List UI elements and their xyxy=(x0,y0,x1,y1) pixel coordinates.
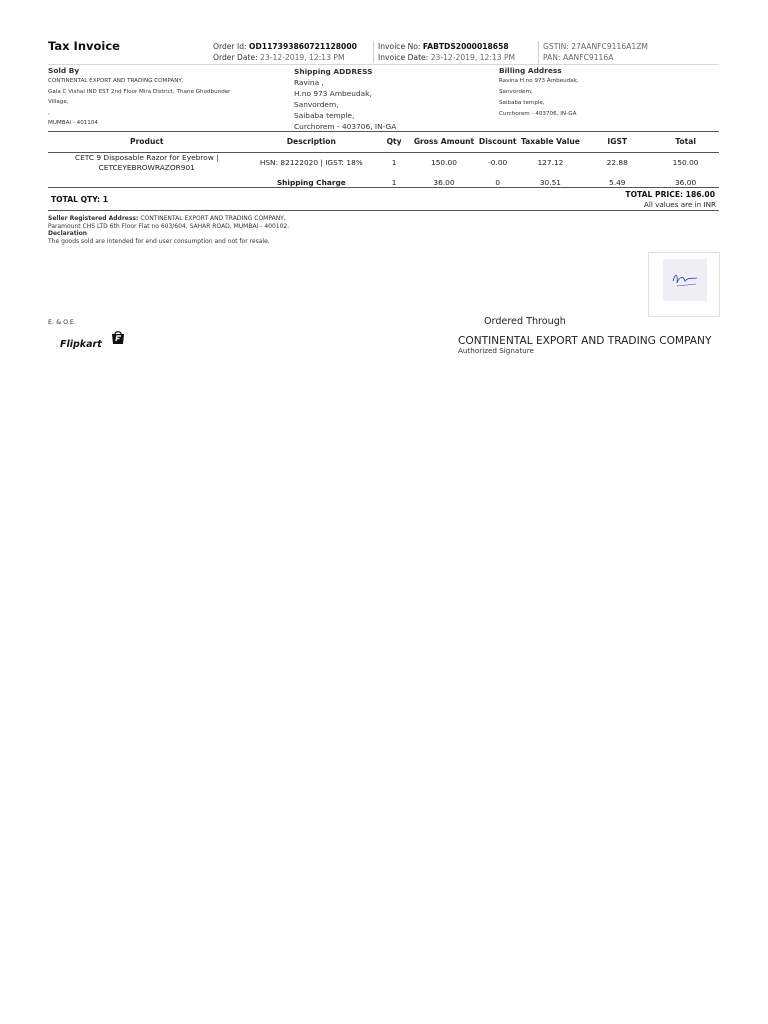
shipping-qty: 1 xyxy=(391,178,397,187)
flipkart-logo xyxy=(60,330,126,350)
order-id-label: Order Id: xyxy=(213,42,247,51)
item-taxable-value: 127.12 xyxy=(537,158,564,167)
column-header-taxable-value: Taxable Value xyxy=(519,132,583,153)
sold-by-line: Gala C Vishal IND EST 2nd Floor Mira District, Thane Ghodbunder xyxy=(48,88,231,95)
item-discount: -0.00 xyxy=(488,158,508,167)
currency-note: All values are in INR xyxy=(643,200,716,209)
declaration-heading: Declaration xyxy=(48,230,88,237)
column-header-description: Description xyxy=(246,132,378,153)
order-date: 23-12-2019, 12:13 PM xyxy=(260,53,345,62)
total-price: TOTAL PRICE: 186.00 xyxy=(625,190,715,199)
flipkart-wordmark: Flipkart xyxy=(60,339,102,350)
item-total: 150.00 xyxy=(672,158,699,167)
item-gross-amount: 150.00 xyxy=(431,158,457,167)
order-date-label: Order Date: xyxy=(213,53,258,62)
table-row xyxy=(48,153,719,179)
column-header-discount: Discount xyxy=(477,132,519,153)
shipping-description: Shipping Charge xyxy=(276,178,346,187)
column-header-qty: Qty xyxy=(377,132,411,153)
company-name: CONTINENTAL EXPORT AND TRADING COMPANY xyxy=(458,335,712,347)
signature-stamp-icon xyxy=(663,259,707,301)
shipping-address-line: Saibaba temple, xyxy=(294,111,355,120)
seller-registered-line: Paramount CHS LTD 6th Floor Flat no 603/604, SAHAR ROAD, MUMBAI - 400102. xyxy=(48,222,290,230)
sold-by-heading: Sold By xyxy=(48,66,80,75)
authorized-signature-label: Authorized Signature xyxy=(458,346,534,355)
header-divider xyxy=(373,41,374,63)
eoe-note: E. & O.E. xyxy=(48,318,76,326)
sold-by-line: CONTINENTAL EXPORT AND TRADING COMPANY, xyxy=(48,78,184,84)
item-qty: 1 xyxy=(391,158,397,167)
item-igst: 22.88 xyxy=(606,158,628,167)
shipping-address-line: H.no 973 Ambeudak, xyxy=(294,89,372,98)
order-id: OD117393860721128000 xyxy=(249,42,357,51)
ordered-through-label: Ordered Through xyxy=(484,316,566,327)
header-divider xyxy=(538,41,539,63)
gstin: GSTIN: 27AANFC9116A1ZM xyxy=(543,42,648,51)
invoice-title: Tax Invoice xyxy=(48,39,120,53)
invoice-no-label: Invoice No: xyxy=(378,42,421,51)
sold-by-line: MUMBAI - 401104 xyxy=(48,120,98,126)
tax-ids xyxy=(543,41,648,63)
total-qty: TOTAL QTY: 1 xyxy=(51,195,109,204)
declaration-text: The goods sold are intended for end user consumption and not for resale. xyxy=(48,237,270,245)
column-header-total: Total xyxy=(652,132,719,153)
shipping-discount: 0 xyxy=(495,178,501,187)
seller-registered-line: CONTINENTAL EXPORT AND TRADING COMPANY, xyxy=(140,215,286,222)
billing-address-section xyxy=(499,66,579,120)
signature-stamp-box xyxy=(648,252,720,317)
shipping-address-line: Ravina , xyxy=(294,78,324,87)
seller-registered-address xyxy=(48,215,289,245)
column-header-gross-amount: Gross Amount xyxy=(411,132,477,153)
sold-by-section xyxy=(48,66,231,129)
column-header-igst: IGST xyxy=(582,132,652,153)
table-header-row xyxy=(48,132,719,153)
billing-address-line: Saibaba temple, xyxy=(499,100,545,106)
shipping-address-line: Sanvordem, xyxy=(294,100,339,109)
billing-address-line: Ravina H.no 973 Ambeudak, xyxy=(499,78,579,84)
shipping-address-line: Curchorem - 403706, IN-GA xyxy=(294,122,397,131)
invoice-no: FABTDS2000018658 xyxy=(422,42,509,51)
column-header-product: Product xyxy=(48,132,246,153)
flipkart-bag-icon xyxy=(110,330,126,345)
invoice-items-table xyxy=(48,131,719,191)
shipping-address-section xyxy=(294,67,396,132)
invoice-date: 23-12-2019, 12:13 PM xyxy=(430,53,516,62)
seller-registered-label: Seller Registered Address: xyxy=(48,215,139,222)
order-info xyxy=(213,41,357,63)
invoice-info xyxy=(378,41,515,63)
shipping-taxable-value: 30.51 xyxy=(539,178,562,187)
totals-bar xyxy=(48,187,719,211)
sold-by-line: , xyxy=(48,109,50,116)
billing-address-line: Sanvordem, xyxy=(499,89,533,95)
billing-address-heading: Billing Address xyxy=(499,66,562,75)
billing-address-line: Curchorem - 403706, IN-GA xyxy=(499,111,577,117)
header-rule xyxy=(48,64,719,65)
item-product: CETC 9 Disposable Razor for Eyebrow | CETCEYEBROWRAZOR901 xyxy=(74,153,219,172)
shipping-igst: 5.49 xyxy=(609,178,626,187)
invoice-date-label: Invoice Date: xyxy=(378,53,429,62)
shipping-gross-amount: 36.00 xyxy=(433,178,455,187)
sold-by-line: Village, xyxy=(48,99,69,105)
pan: PAN: AANFC9116A xyxy=(543,53,614,62)
shipping-address-heading: Shipping ADDRESS xyxy=(294,67,373,76)
shipping-total: 36.00 xyxy=(674,178,697,187)
item-description: HSN: 82122020 | IGST: 18% xyxy=(259,158,363,167)
